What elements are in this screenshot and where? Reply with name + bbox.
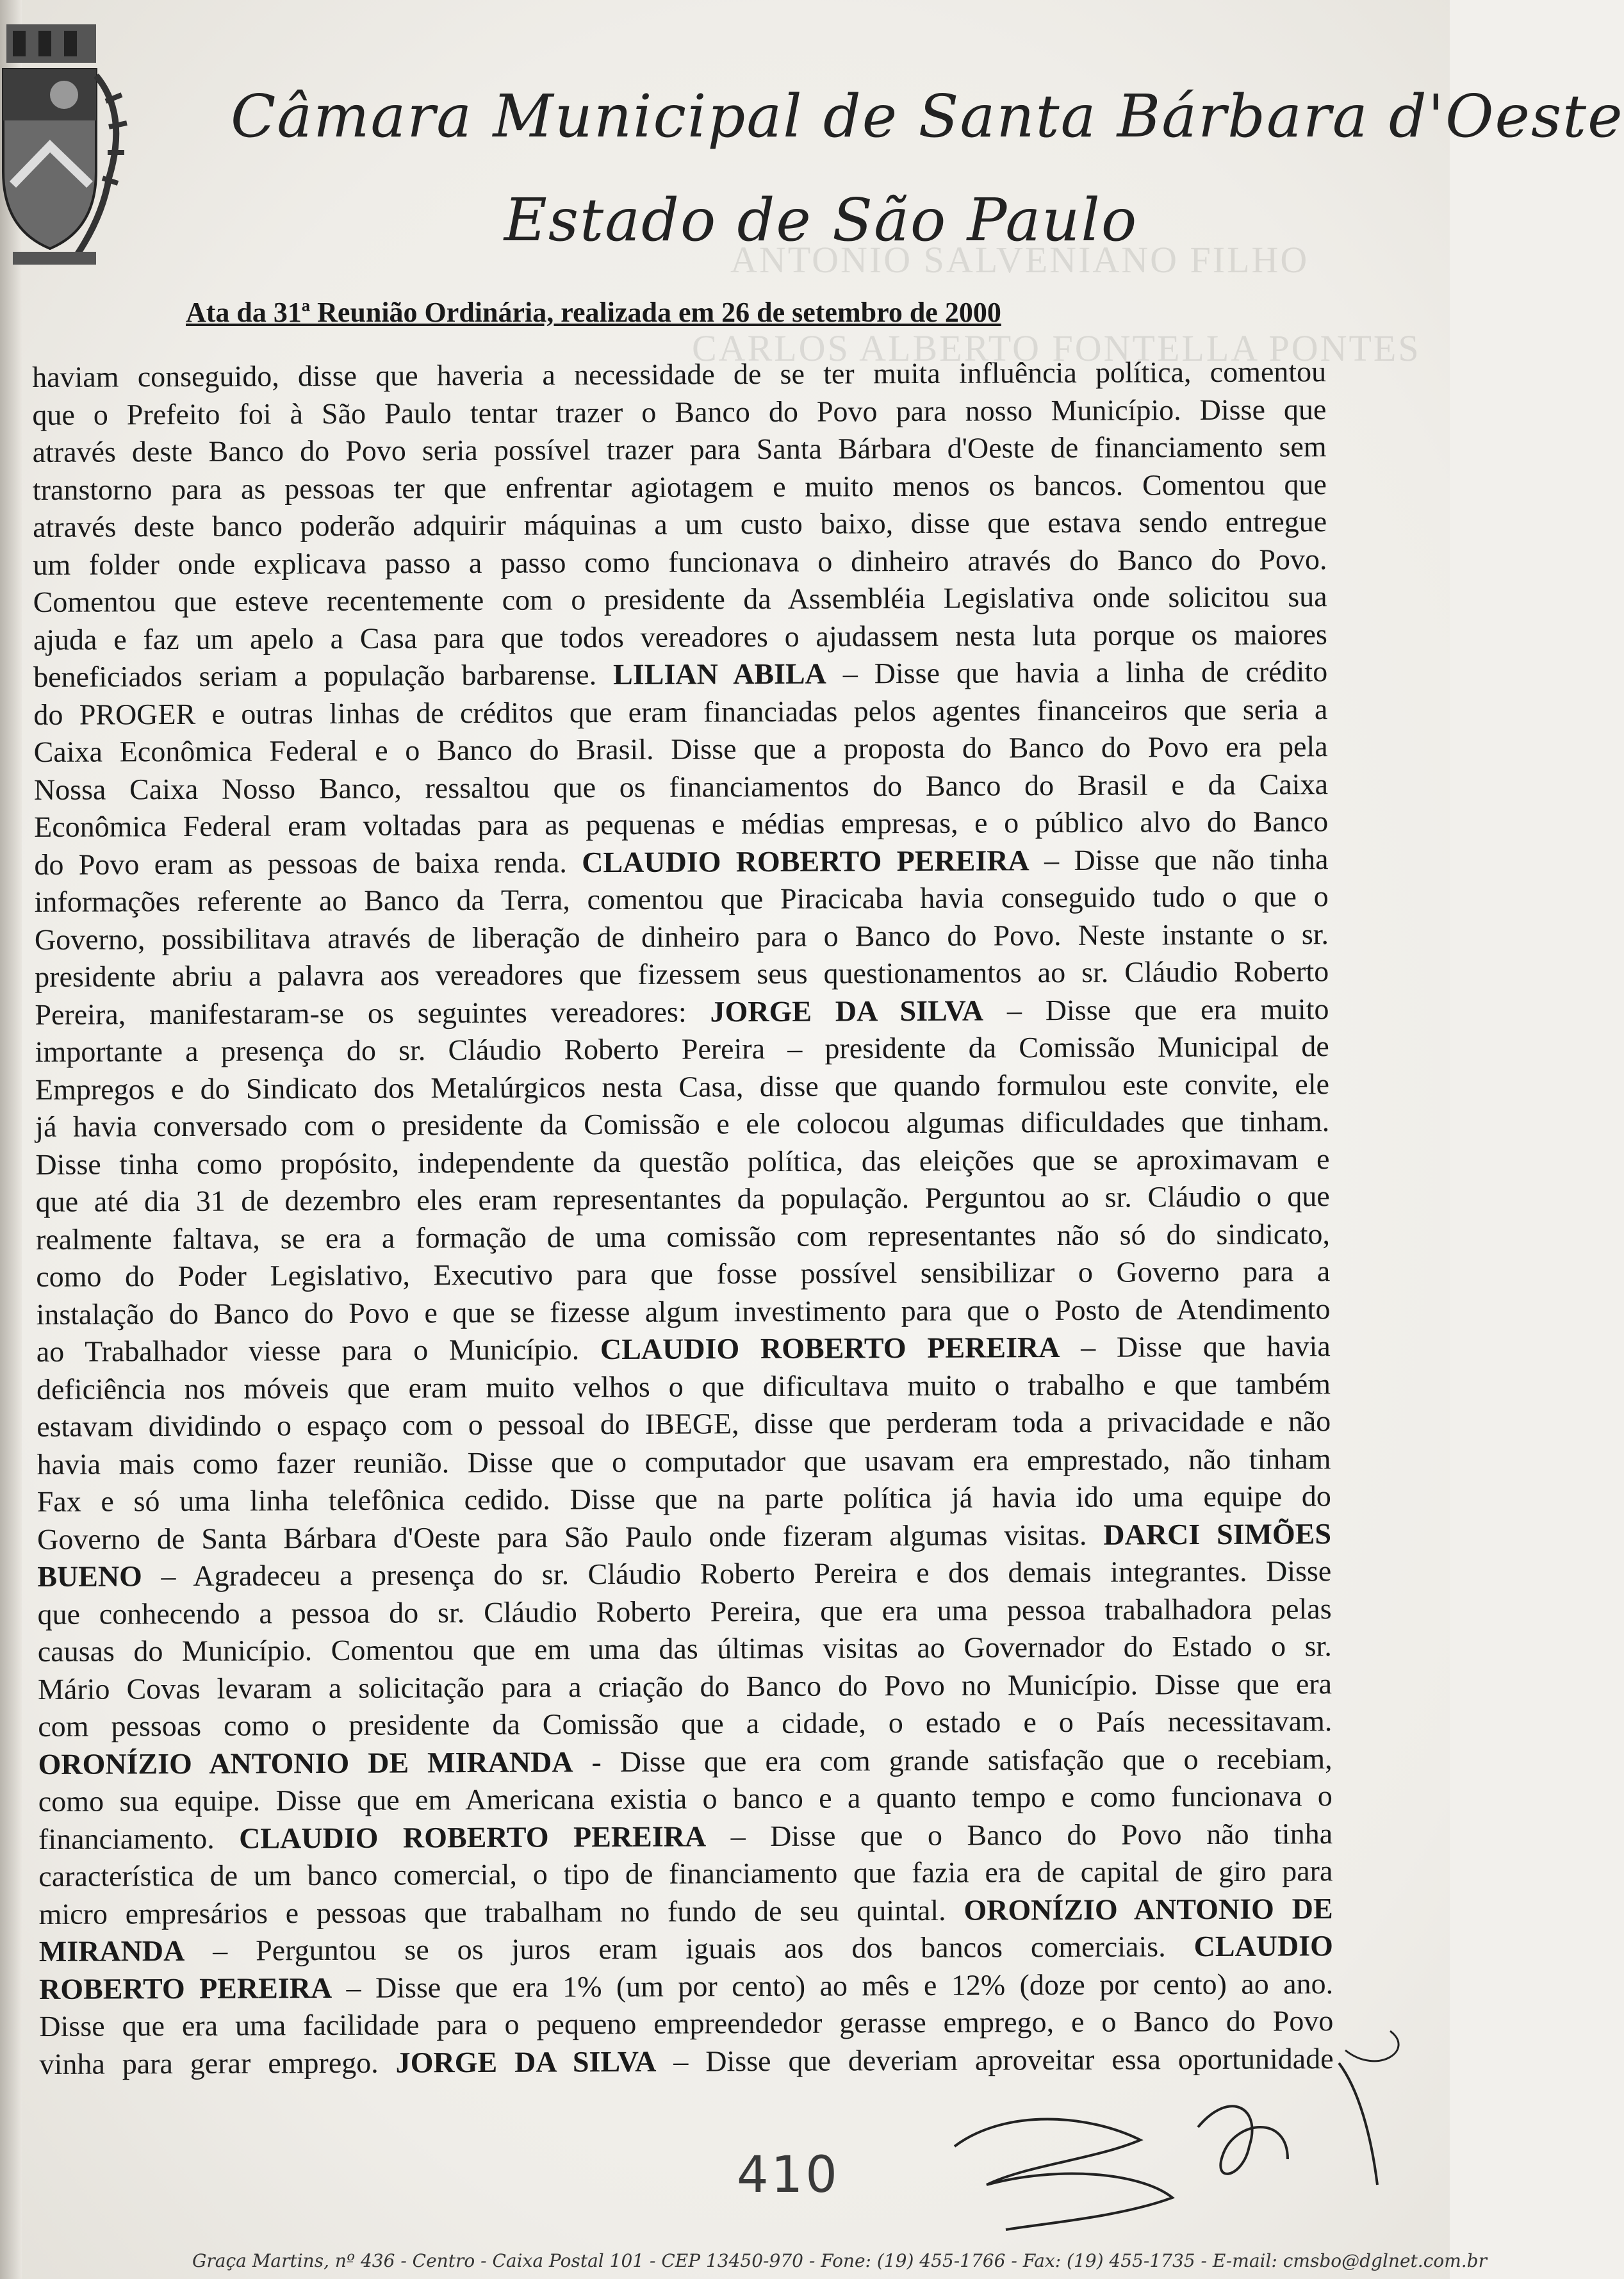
chamber-name-heading: Câmara Municipal de Santa Bárbara d'Oeste bbox=[231, 82, 1624, 151]
body-line: realmente faltava, se era a formação de uma comissão com representantes não só do sindicato, bbox=[35, 1217, 1331, 1256]
body-line: do Povo eram as pessoas de baixa renda. CLAUDIO ROBERTO PEREIRA – Disse que não tinha bbox=[34, 842, 1329, 881]
body-line: já havia conversado com o presidente da Comissão e ele colocou algumas dificuldades que tinham. bbox=[35, 1105, 1330, 1143]
body-line: beneficiados seriam a população barbarense. LILIAN ABILA – Disse que havia a linha de crédito bbox=[33, 655, 1328, 693]
body-line: estavam dividindo o espaço com o pessoal do IBEGE, disse que perderam toda a privacidade e não bbox=[37, 1404, 1331, 1443]
body-line: informações referente ao Banco da Terra, comentou que Piracicaba havia conseguido tudo o que o bbox=[34, 880, 1329, 918]
page-number: 410 bbox=[737, 2146, 840, 2204]
body-line: Disse tinha como propósito, independente da questão política, das eleições que se aproximavam e bbox=[35, 1142, 1330, 1181]
body-line: financiamento. CLAUDIO ROBERTO PEREIRA – Disse que o Banco do Povo não tinha bbox=[38, 1816, 1333, 1855]
body-line: vinha para gerar emprego. JORGE DA SILVA – Disse que deveriam aproveitar essa oportunidade bbox=[39, 2041, 1334, 2080]
body-line: instalação do Banco do Povo e que se fizesse algum investimento para que o Posto de Atendimento bbox=[36, 1292, 1331, 1331]
page-binding-edge bbox=[0, 0, 22, 2279]
body-line: Comentou que esteve recentemente com o presidente da Assembléia Legislativa onde solicitou sua bbox=[33, 580, 1327, 618]
municipal-coat-of-arms-icon bbox=[0, 24, 131, 274]
body-line: Pereira, manifestaram-se os seguintes vereadores: JORGE DA SILVA – Disse que era muito bbox=[35, 992, 1329, 1031]
body-line: através deste banco poderão adquirir máquinas a um custo baixo, disse que estava sendo entregue bbox=[33, 505, 1327, 543]
body-line: Econômica Federal eram voltadas para as pequenas e médias empresas, e o público alvo do Banco bbox=[34, 805, 1329, 843]
body-line: Governo, possibilitava através de liberação de dinheiro para o Banco do Povo. Neste instante o sr. bbox=[34, 917, 1329, 956]
body-line: causas do Município. Comentou que em uma das últimas visitas ao Governador do Estado o sr. bbox=[37, 1629, 1332, 1668]
body-line: ao Trabalhador viesse para o Município. CLAUDIO ROBERTO PEREIRA – Disse que havia bbox=[36, 1329, 1331, 1368]
body-line: haviam conseguido, disse que haveria a necessidade de se ter muita influência política, comentou bbox=[32, 355, 1327, 393]
body-line: característica de um banco comercial, o tipo de financiamento que fazia era de capital de giro para bbox=[38, 1854, 1333, 1893]
body-line: Mário Covas levaram a solicitação para a criação do Banco do Povo no Município. Disse que era bbox=[37, 1666, 1333, 1706]
body-line: como do Poder Legislativo, Executivo para que fosse possível sensibilizar o Governo para a bbox=[36, 1255, 1331, 1293]
body-line: ORONÍZIO ANTONIO DE MIRANDA - Disse que era com grande satisfação que o recebiam, bbox=[38, 1741, 1333, 1781]
bleed-through-name-1: ANTONIO SALVENIANO FILHO bbox=[730, 239, 1309, 281]
body-line: através deste Banco do Povo seria possível trazer para Santa Bárbara d'Oeste de financiamento sem bbox=[32, 430, 1327, 468]
body-line: deficiência nos móveis que eram muito velhos o que dificultava muito o trabalho e que também bbox=[36, 1367, 1331, 1406]
body-line: ajuda e faz um apelo a Casa para que todos vereadores o ajudassem nesta luta porque os maiores bbox=[33, 617, 1328, 656]
body-line: ROBERTO PEREIRA – Disse que era 1% (um por cento) ao mês e 12% (doze por cento) ao ano. bbox=[38, 1966, 1334, 2005]
body-line: BUENO – Agradeceu a presença do sr. Cláudio Roberto Pereira e dos demais integrantes. Disse bbox=[37, 1554, 1332, 1593]
body-line: que até dia 31 de dezembro eles eram representantes da população. Perguntou ao sr. Cláudio o que bbox=[35, 1180, 1330, 1218]
body-line: Governo de Santa Bárbara d'Oeste para São Paulo onde fizeram algumas visitas. DARCI SIMÕES bbox=[37, 1517, 1332, 1556]
body-line: importante a presença do sr. Cláudio Roberto Pereira – presidente da Comissão Municipal de bbox=[35, 1030, 1329, 1068]
body-line: como sua equipe. Disse que em Americana existia o banco e a quanto tempo e como funcionava o bbox=[38, 1779, 1333, 1818]
body-line: do PROGER e outras linhas de créditos que eram financiadas pelos agentes financeiros que seria a bbox=[33, 692, 1328, 731]
body-line: que o Prefeito foi à São Paulo tentar trazer o Banco do Povo para nosso Município. Disse que bbox=[32, 392, 1327, 431]
body-line: presidente abriu a palavra aos vereadores que fizessem seus questionamentos ao sr. Cláudio Roberto bbox=[35, 955, 1329, 993]
minutes-body bbox=[32, 353, 1334, 2083]
body-line: havia mais como fazer reunião. Disse que o computador que usavam era emprestado, não tinham bbox=[37, 1442, 1331, 1481]
body-line: Caixa Econômica Federal e o Banco do Brasil. Disse que a proposta do Banco do Povo era pela bbox=[33, 730, 1328, 768]
footer-address: Graça Martins, nº 436 - Centro - Caixa Postal 101 - CEP 13450-970 - Fone: (19) 455-1766 - Fax: (19) 455-1735 - E-mail: cmsbo@dglnet.com.br bbox=[192, 2250, 1487, 2271]
body-line: transtorno para as pessoas ter que enfrentar agiotagem e muito menos os bancos. Comentou que bbox=[32, 467, 1327, 506]
handwritten-signature bbox=[929, 2037, 1441, 2268]
body-line: MIRANDA – Perguntou se os juros eram iguais aos dos bancos comerciais. CLAUDIO bbox=[38, 1929, 1333, 1968]
body-line: Empregos e do Sindicato dos Metalúrgicos nesta Casa, disse que quando formulou este convite, ele bbox=[35, 1067, 1330, 1106]
body-line: que conhecendo a pessoa do sr. Cláudio Roberto Pereira, que era uma pessoa trabalhadora pelas bbox=[37, 1592, 1332, 1631]
body-line: Fax e só uma linha telefônica cedido. Disse que na parte política já havia ido uma equipe do bbox=[37, 1479, 1331, 1518]
minutes-title: Ata da 31ª Reunião Ordinária, realizada em 26 de setembro de 2000 bbox=[186, 297, 1001, 328]
bleed-through-name-2: CARLOS ALBERTO FONTELLA PONTES bbox=[692, 327, 1421, 369]
state-name-heading: Estado de São Paulo bbox=[504, 186, 1138, 254]
body-line: um folder onde explicava passo a passo como funcionava o dinheiro através do Banco do Povo. bbox=[33, 542, 1327, 581]
body-line: micro empresários e pessoas que trabalham no fundo de seu quintal. ORONÍZIO ANTONIO DE bbox=[38, 1891, 1333, 1930]
body-line: Disse que era uma facilidade para o pequeno empreendedor gerasse emprego, e o Banco do Povo bbox=[39, 2004, 1334, 2043]
body-line: com pessoas como o presidente da Comissão que a cidade, o estado e o País necessitavam. bbox=[38, 1704, 1333, 1743]
body-line: Nossa Caixa Nosso Banco, ressaltou que os financiamentos do Banco do Brasil e da Caixa bbox=[33, 767, 1329, 806]
